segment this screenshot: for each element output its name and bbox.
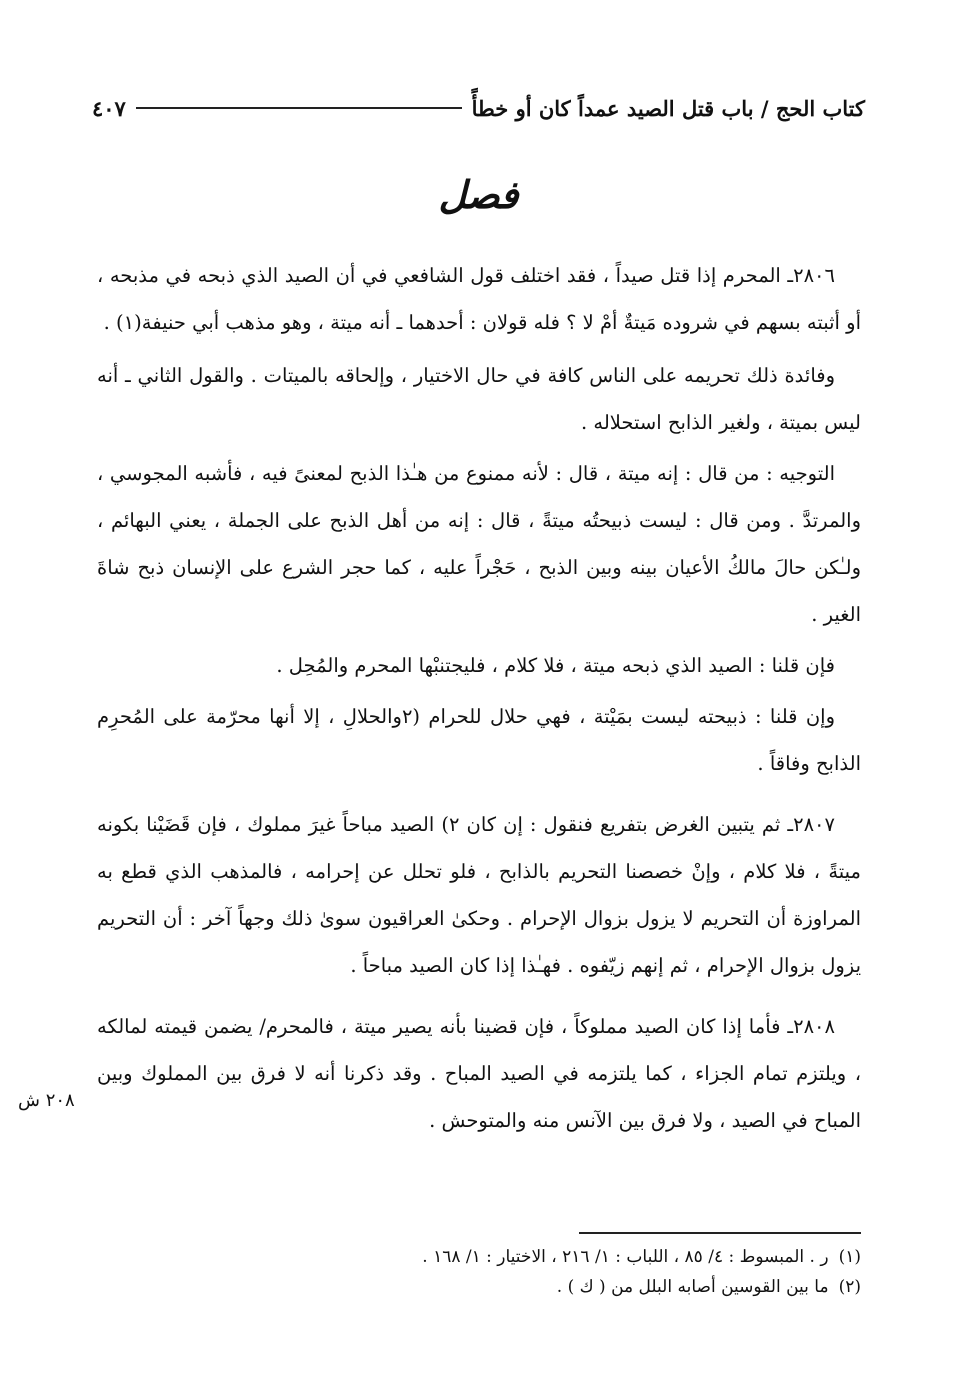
page-number: ٤٠٧ [92,95,126,121]
footnotes [97,1242,861,1302]
section-heading: فصل [438,172,519,217]
paragraph-if-dead: فإن قلنا : الصيد الذي ذبحه ميتة ، فلا كلام ، فليجتنبْها المحرم والمُحِل . [276,654,835,677]
footnote-mark: (١) [838,1247,861,1267]
paragraph-2806: ٢٨٠٦ـ المحرم إذا قتل صيداً ، فقد اختلف قول الشافعي في أن الصيد الذي ذبحه في مذبحه ، أو أثبته بسهم في شروده مَيتةٌ أمْ لا ؟ فله قولان : أحدهما ـ أنه ميتة ، وهو مذهب أبي حنيفة(١) . [97,264,861,334]
paragraph-justification: التوجيه : من قال : إنه ميتة ، قال : لأنه ممنوع من هـٰذا الذبح لمعنىً فيه ، فأشبه المجوسي ، والمرتدَّ . ومن قال : ليست ذبيحتُه ميتةً ، قال : إنه من أهل الذبح على الجملة ، يعني البهائم ، ولـٰكن حالَ مالكُ الأعيان بينه وبين الذبح ، حَجْراً عليه ، كما حجر الشرع على الإنسان ذبح شاةَ الغير . [97,462,861,626]
running-header [92,88,865,128]
footnote-1 [97,1242,861,1272]
manuscript-margin-note: ٢٠٨ ش [18,1090,75,1111]
paragraph-2807: ٢٨٠٧ـ ثم يتبين الغرض بتفريع فنقول : إن كان ٢) الصيد مباحاً غيرَ مملوك ، فإن قَضَيْنا بكونه ميتةً ، فلا كلام ، وإنْ خصصنا التحريم بالذابح ، فلو تحلل عن إحرامه ، فالمذهب الذي قطع به المراوزة أن التحريم لا يزول بزوال الإحرام . وحكىٰ العراقيون سوىٰ ذلك وجهاً آخر : أن التحريم يزول بزوال الإحرام ، ثم إنهم زيّفوه . فهـٰذا إذا كان الصيد مباحاً . [97,813,861,977]
footnote-text: ما بين القوسين أصابه البلل من ( ك ) . [556,1277,829,1297]
paragraph-if-not-dead: وإن قلنا : ذبيحته ليست بمَيْتة ، فهي حلال للحرام (٢والحلالِ ، إلا أنها محرّمة على المُحرِم الذابح وفاقاً . [97,705,861,775]
paragraph-2808: ٢٨٠٨ـ فأما إذا كان الصيد مملوكاً ، فإن قضينا بأنه يصير ميتة ، فالمحرم/ يضمن قيمته لمالكه ، ويلتزم تمام الجزاء ، كما يلتزمه في الصيد المباح . وقد ذكرنا أنه لا فرق بين المملوك وبين المباح في الصيد ، ولا فرق بين الآنس منه والمتوحش . [97,1015,861,1132]
header-title: كتاب الحج / باب قتل الصيد عمداً كان أو خطأً [471,95,865,121]
footnote-mark: (٢) [838,1277,861,1297]
paragraph-benefit: وفائدة ذلك تحريمه على الناس كافة في حال الاختيار ، وإلحاقه بالميتات . والقول الثاني ـ أنه ليس بميتة ، ولغير الذابح استحلاله . [97,364,861,434]
footnote-separator [579,1232,861,1234]
footnote-2 [97,1272,861,1302]
footnote-text: ر . المبسوط : ٤/ ٨٥ ، اللباب : ١/ ٢١٦ ، الاختيار : ١/ ١٦٨ . [422,1247,829,1267]
header-rule [136,107,462,109]
main-text [97,252,861,1150]
